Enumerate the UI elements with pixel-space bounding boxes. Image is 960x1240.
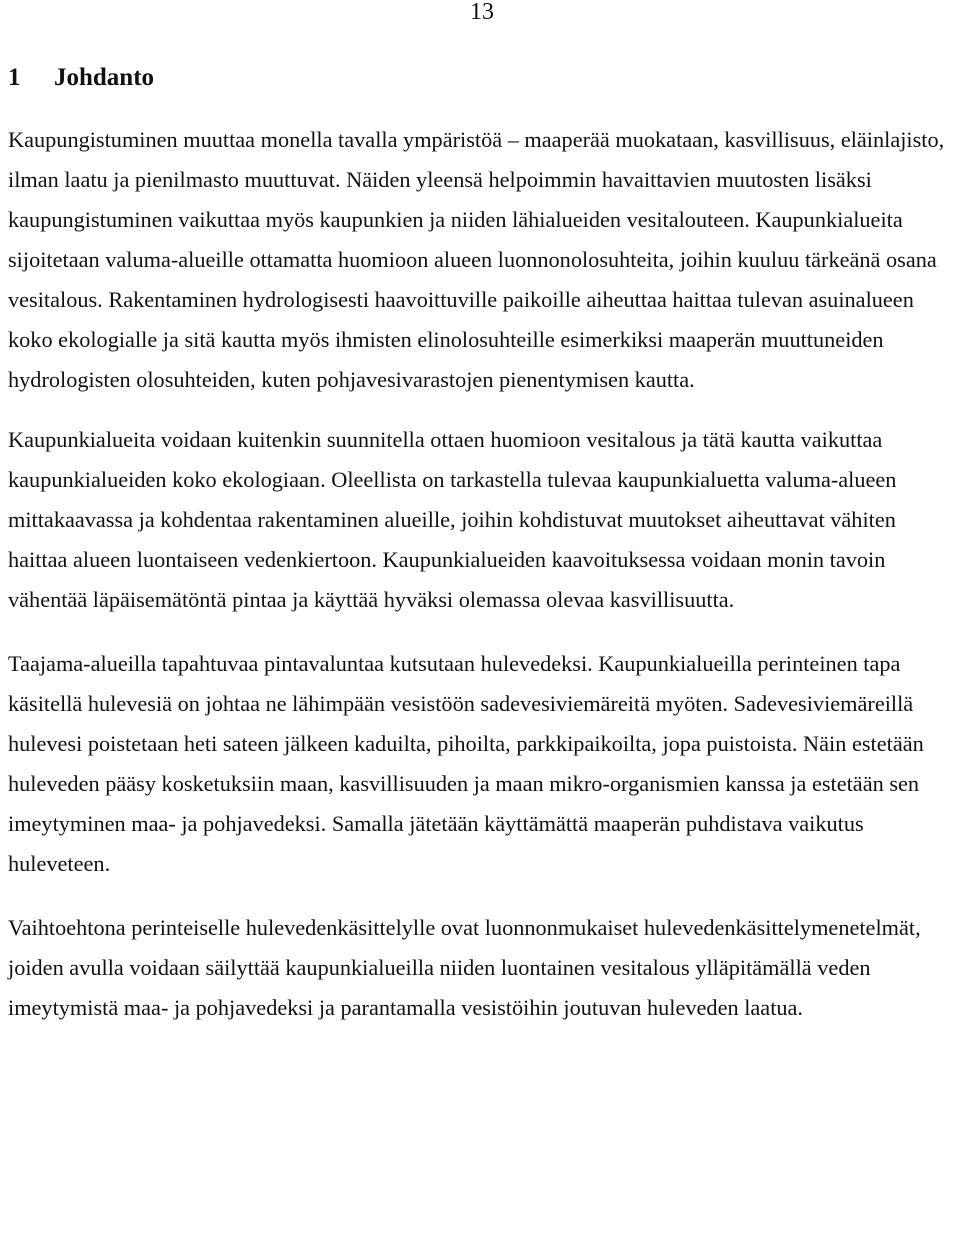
- paragraph: Kaupungistuminen muuttaa monella tavalla ympäristöä – maaperää muokataan, kasvillisuus, eläinlajisto, ilman laatu ja pienilmasto muuttuvat. Näiden yleensä helpoimmin havaittavien muutosten lisäksi kaupungistuminen vaikuttaa myös kaupunkien ja niiden lähialueiden vesitalouteen. Kaupunkialueita sijoitetaan valuma-alueille ottamatta huomioon alueen luonnonolosuhteita, joihin kuuluu tärkeänä osana vesitalous. Rakentaminen hydrologisesti haavoittuville paikoille aiheuttaa haittaa tulevan asuinalueen koko ekologialle ja sitä kautta myös ihmisten elinolosuhteille esimerkiksi maaperän muuttuneiden hydrologisten olosuhteiden, kuten pohjavesivarastojen pienentymisen kautta.: [8, 127, 945, 392]
- body-text: [8, 120, 956, 1052]
- chapter-heading: [8, 58, 154, 98]
- paragraph: Kaupunkialueita voidaan kuitenkin suunnitella ottaen huomioon vesitalous ja tätä kautta vaikuttaa kaupunkialueiden koko ekologiaan. Oleellista on tarkastella tulevaa kaupunkialuetta valuma-alueen mittakaavassa ja kohdentaa rakentaminen alueille, joihin kohdistuvat muutokset aiheuttavat vähiten haittaa alueen luontaiseen vedenkiertoon. Kaupunkialueiden kaavoituksessa voidaan monin tavoin vähentää läpäisemätöntä pintaa ja käyttää hyväksi olemassa olevaa kasvillisuutta.: [8, 427, 897, 612]
- chapter-title: Johdanto: [54, 64, 155, 91]
- paragraph: Vaihtoehtona perinteiselle hulevedenkäsittelylle ovat luonnonmukaiset hulevedenkäsittelymenetelmät, joiden avulla voidaan säilyttää kaupunkialueilla niiden luontainen vesitalous ylläpitämällä veden imeytymistä maa- ja pohjavedeksi ja parantamalla vesistöihin joutuvan huleveden laatua.: [8, 915, 921, 1020]
- page-number: 13: [470, 0, 494, 25]
- chapter-number: 1: [8, 64, 21, 91]
- paragraph: Taajama-alueilla tapahtuvaa pintavaluntaa kutsutaan hulevedeksi. Kaupunkialueilla perinteinen tapa käsitellä hulevesiä on johtaa ne lähimpään vesistöön sadevesiviemäreitä myöten. Sadevesiviemäreillä hulevesi poistetaan heti sateen jälkeen kaduilta, pihoilta, parkkipaikoilta, jopa puistoista. Näin estetään huleveden pääsy kosketuksiin maan, kasvillisuuden ja maan mikro-organismien kanssa ja estetään sen imeytyminen maa- ja pohjavedeksi. Samalla jätetään käyttämättä maaperän puhdistava vaikutus huleveteen.: [8, 651, 924, 876]
